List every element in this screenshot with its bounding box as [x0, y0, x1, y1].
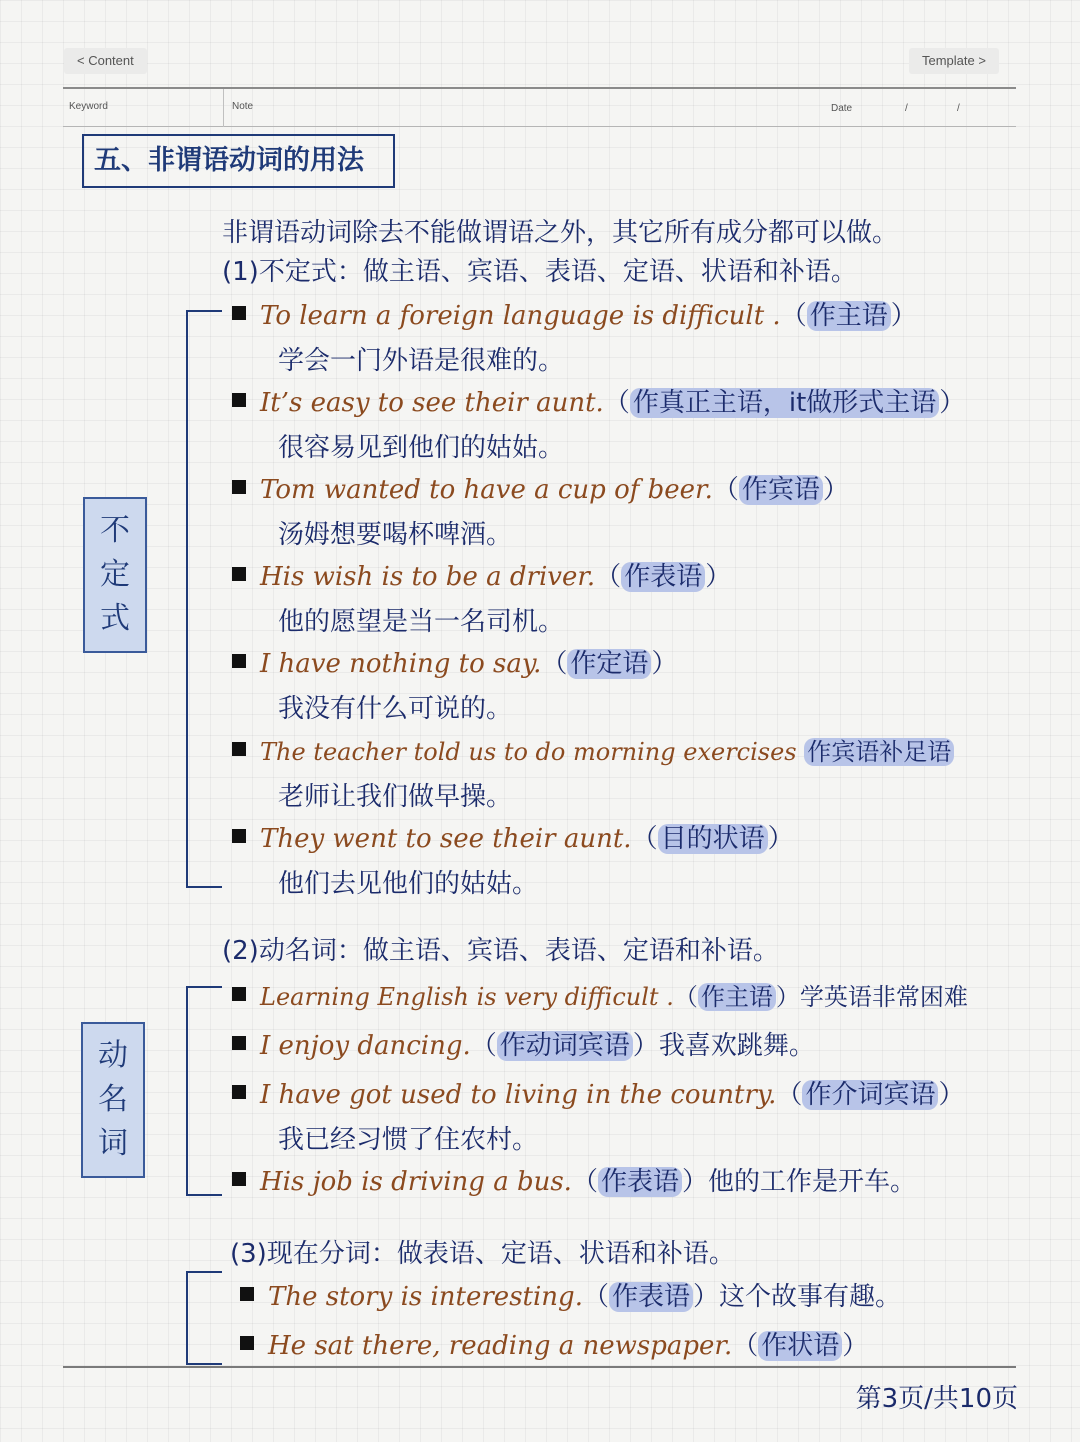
english-sentence: To learn a foreign language is difficult . — [260, 301, 781, 331]
note-bracket: （ — [732, 1331, 759, 1361]
note-bracket: （ — [673, 983, 698, 1011]
intro-text: 非谓语动词除去不能做谓语之外，其它所有成分都可以做。 — [222, 218, 899, 248]
example-item — [240, 1279, 901, 1315]
back-to-content-button[interactable]: < Content — [64, 48, 147, 74]
english-sentence: I enjoy dancing. — [260, 1031, 471, 1061]
note-bracket: （ — [631, 824, 658, 854]
english-sentence: I have got used to living in the country. — [260, 1080, 777, 1110]
grammar-role-highlight: 作介词宾语 — [802, 1080, 938, 1110]
grammar-role-highlight: 作宾语补足语 — [804, 738, 954, 766]
english-sentence: I have nothing to say. — [260, 649, 542, 679]
note-bracket: ） — [842, 1331, 869, 1361]
grammar-role-highlight: 作定语 — [567, 649, 651, 679]
note-label: Note — [232, 101, 254, 112]
note-bracket: （ — [541, 649, 568, 679]
date-separator: / — [957, 103, 960, 114]
note-bracket: ） — [693, 1282, 720, 1312]
example-item — [232, 821, 794, 857]
chinese-translation: 他们去见他们的姑姑。 — [278, 869, 539, 899]
inline-translation: 这个故事有趣。 — [719, 1282, 902, 1312]
side-label-char: 定 — [100, 557, 130, 592]
english-sentence: It’s easy to see their aunt. — [260, 388, 604, 418]
english-sentence: The story is interesting. — [268, 1282, 583, 1312]
chinese-translation: 学会一门外语是很难的。 — [278, 346, 565, 376]
date-label: Date — [831, 103, 853, 114]
infinitive-bracket — [186, 310, 222, 888]
side-label-char: 式 — [100, 601, 130, 636]
grammar-role-highlight: 作主语 — [807, 301, 891, 331]
example-item — [240, 1328, 868, 1364]
english-sentence: He sat there, reading a newspaper. — [268, 1331, 733, 1361]
bullet-square-icon — [232, 987, 246, 1001]
note-bracket: （ — [712, 475, 739, 505]
note-bracket: （ — [470, 1031, 497, 1061]
grammar-role-highlight: 目的状语 — [658, 824, 768, 854]
note-bracket: ） — [767, 824, 794, 854]
keyword-label: Keyword — [69, 101, 108, 112]
side-label-char: 名 — [98, 1082, 128, 1117]
note-bracket: ） — [775, 983, 800, 1011]
example-item — [232, 734, 954, 770]
note-bracket: （ — [595, 562, 622, 592]
note-bracket: ） — [651, 649, 678, 679]
english-sentence: His job is driving a bus. — [260, 1167, 572, 1197]
bullet-square-icon — [232, 654, 246, 668]
bullet-square-icon — [232, 567, 246, 581]
section-heading-infinitive: (1)不定式：做主语、宾语、表语、定语、状语和补语。 — [222, 257, 857, 287]
page-title: 五、非谓语动词的用法 — [82, 134, 395, 188]
bullet-square-icon — [232, 393, 246, 407]
gerund-side-label — [81, 1022, 145, 1178]
bullet-square-icon — [232, 829, 246, 843]
chinese-translation: 我已经习惯了住农村。 — [278, 1125, 539, 1155]
english-sentence: Learning English is very difficult . — [260, 983, 674, 1011]
chinese-translation: 我没有什么可说的。 — [278, 694, 513, 724]
note-bracket: ） — [632, 1031, 659, 1061]
bullet-square-icon — [240, 1287, 254, 1301]
english-sentence: The teacher told us to do morning exercises — [260, 738, 797, 766]
example-item — [232, 1077, 964, 1113]
side-label-char: 词 — [98, 1126, 128, 1161]
grammar-role-highlight: 作动词宾语 — [497, 1031, 633, 1061]
page-number: 第3页/共10页 — [855, 1384, 1018, 1414]
chinese-translation: 老师让我们做早操。 — [278, 782, 513, 812]
note-bracket: （ — [603, 388, 630, 418]
example-item — [232, 1028, 815, 1064]
date-separator: / — [905, 103, 908, 114]
example-item — [232, 646, 677, 682]
inline-translation: 我喜欢跳舞。 — [658, 1031, 815, 1061]
note-bracket: ） — [822, 475, 849, 505]
chinese-translation: 他的愿望是当一名司机。 — [278, 607, 565, 637]
note-bracket: （ — [571, 1167, 598, 1197]
infinitive-side-label — [83, 497, 147, 653]
english-sentence: Tom wanted to have a cup of beer. — [260, 475, 713, 505]
note-bracket: （ — [780, 301, 807, 331]
bullet-square-icon — [240, 1336, 254, 1350]
inline-translation: 学英语非常困难 — [799, 983, 968, 1011]
grammar-role-highlight: 作宾语 — [739, 475, 823, 505]
note-bracket: ） — [890, 301, 917, 331]
footer-rule — [63, 1366, 1016, 1368]
note-bracket: ） — [705, 562, 732, 592]
example-item — [232, 298, 917, 334]
grammar-role-highlight: 作主语 — [698, 983, 776, 1011]
note-bracket: ） — [939, 388, 966, 418]
header-top-rule — [63, 87, 1016, 89]
header-divider — [223, 89, 224, 127]
bullet-square-icon — [232, 1172, 246, 1186]
bullet-square-icon — [232, 306, 246, 320]
grammar-role-highlight: 作表语 — [598, 1167, 682, 1197]
example-item — [232, 385, 965, 421]
gerund-bracket — [186, 986, 222, 1196]
side-label-char: 动 — [98, 1038, 128, 1073]
grammar-role-highlight: 作状语 — [758, 1331, 842, 1361]
participle-bracket — [186, 1271, 222, 1365]
section-heading-present-participle: (3)现在分词：做表语、定语、状语和补语。 — [230, 1239, 735, 1269]
grammar-role-highlight: 作表语 — [609, 1282, 693, 1312]
note-bracket: ） — [938, 1080, 965, 1110]
bullet-square-icon — [232, 1085, 246, 1099]
inline-translation: 他的工作是开车。 — [708, 1167, 917, 1197]
chinese-translation: 很容易见到他们的姑姑。 — [278, 433, 565, 463]
grammar-role-highlight: 作真正主语，it做形式主语 — [630, 388, 939, 418]
bullet-square-icon — [232, 742, 246, 756]
grammar-role-highlight: 作表语 — [621, 562, 705, 592]
template-button[interactable]: Template > — [909, 48, 999, 74]
chinese-translation: 汤姆想要喝杯啤酒。 — [278, 520, 513, 550]
header-bottom-rule — [63, 126, 1016, 127]
note-bracket: （ — [776, 1080, 803, 1110]
example-item — [232, 979, 968, 1015]
bullet-square-icon — [232, 480, 246, 494]
english-sentence: They went to see their aunt. — [260, 824, 632, 854]
section-heading-gerund: (2)动名词：做主语、宾语、表语、定语和补语。 — [222, 936, 779, 966]
english-sentence: His wish is to be a driver. — [260, 562, 596, 592]
example-item — [232, 1164, 916, 1200]
note-bracket: ） — [681, 1167, 708, 1197]
example-item — [232, 472, 849, 508]
note-bracket: （ — [582, 1282, 609, 1312]
side-label-char: 不 — [100, 513, 130, 548]
example-item — [232, 559, 731, 595]
bullet-square-icon — [232, 1036, 246, 1050]
